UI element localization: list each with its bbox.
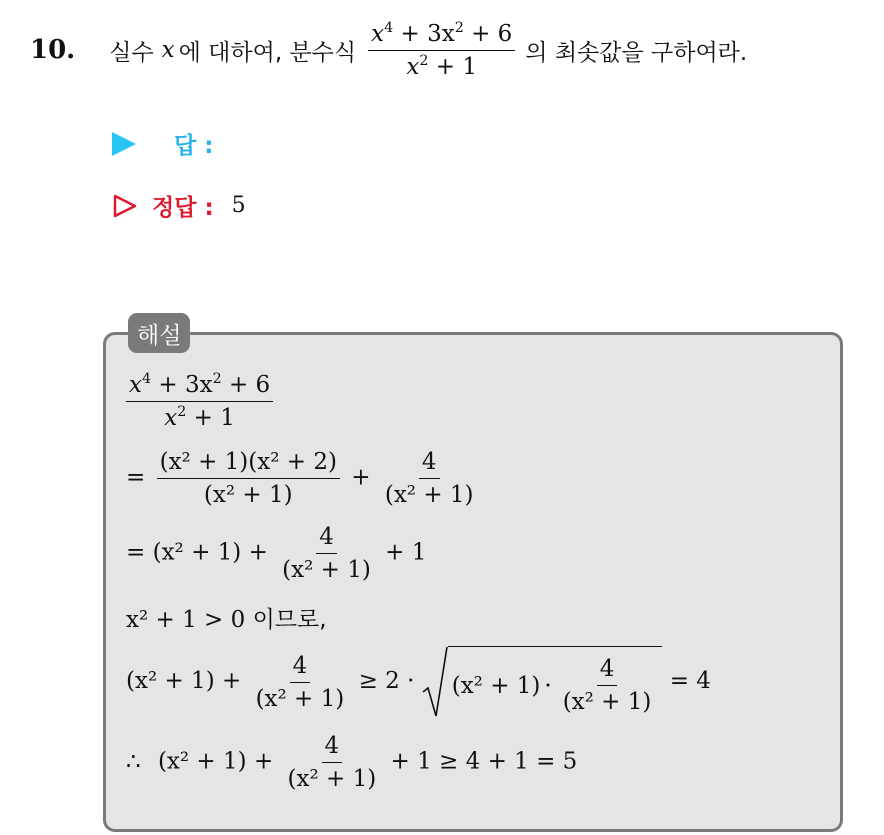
- outline-triangle-icon: [112, 193, 138, 219]
- correct-answer-row: [112, 189, 246, 222]
- correct-answer-value: 5: [231, 193, 246, 218]
- problem-number: 10.: [30, 35, 76, 65]
- square-root: (x² + 1) · $\frac{4}{\text{(x² + 1)}}$: [422, 646, 663, 718]
- problem-variable: x: [161, 37, 175, 63]
- correct-answer-label: 정답 :: [152, 195, 214, 221]
- problem-fraction: [368, 21, 515, 80]
- answer-label: 답 :: [174, 133, 214, 159]
- radical-sign-icon: [422, 646, 448, 718]
- problem-text-after: 의 최솟값을 구하여라.: [525, 39, 748, 66]
- problem-statement: [30, 18, 747, 82]
- problem-fraction-numerator: $x^4 + 3x^2 + 6$: [368, 21, 515, 51]
- line1-fraction: $\frac{x^4 + 3x^2 + 6}{x^2 + 1}$: [126, 372, 273, 431]
- problem-text-before: 실수: [109, 39, 154, 66]
- solution-line-3: = (x² + 1) + $\frac{4}{\text{(x² + 1)}}$ + 1: [126, 524, 427, 583]
- solution-line-6: ∴ (x² + 1) + $\frac{4}{\text{(x² + 1)}}$ + 1 ≥ 4 + 1 = 5: [126, 733, 578, 792]
- solution-line-5: (x² + 1) + $\frac{4}{\text{(x² + 1)}}$ ≥ 2 · (x² + 1) · $\frac{4}{\text{(x² + 1)}}$ = 4: [126, 646, 711, 718]
- answer-row: [112, 127, 213, 160]
- line5-fraction: $\frac{4}{\text{(x² + 1)}}$: [255, 652, 345, 712]
- problem-fraction-denominator: $x^2 + 1$: [406, 52, 477, 80]
- play-triangle-icon: [112, 132, 136, 156]
- solution-tag: 해설: [128, 313, 190, 353]
- solution-line-2: = $\frac{\text{(x² + 1)(x² + 2)}}{\text{(x² + 1)}}$ + $\frac{4}{\text{(x² + 1)}}$: [126, 449, 481, 508]
- line2-fraction-1: $\frac{\text{(x² + 1)(x² + 2)}}{\text{(x² + 1)}}$: [157, 449, 340, 508]
- problem-text-mid: 에 대하여, 분수식: [178, 39, 357, 66]
- line6-fraction: $\frac{4}{\text{(x² + 1)}}$: [287, 733, 377, 792]
- line2-fraction-2: $\frac{4}{\text{(x² + 1)}}$: [384, 449, 474, 508]
- line3-fraction: $\frac{4}{\text{(x² + 1)}}$: [282, 524, 371, 583]
- solution-line-4: x² + 1 > 0 이므로,: [126, 607, 327, 633]
- solution-line-1: [126, 372, 277, 431]
